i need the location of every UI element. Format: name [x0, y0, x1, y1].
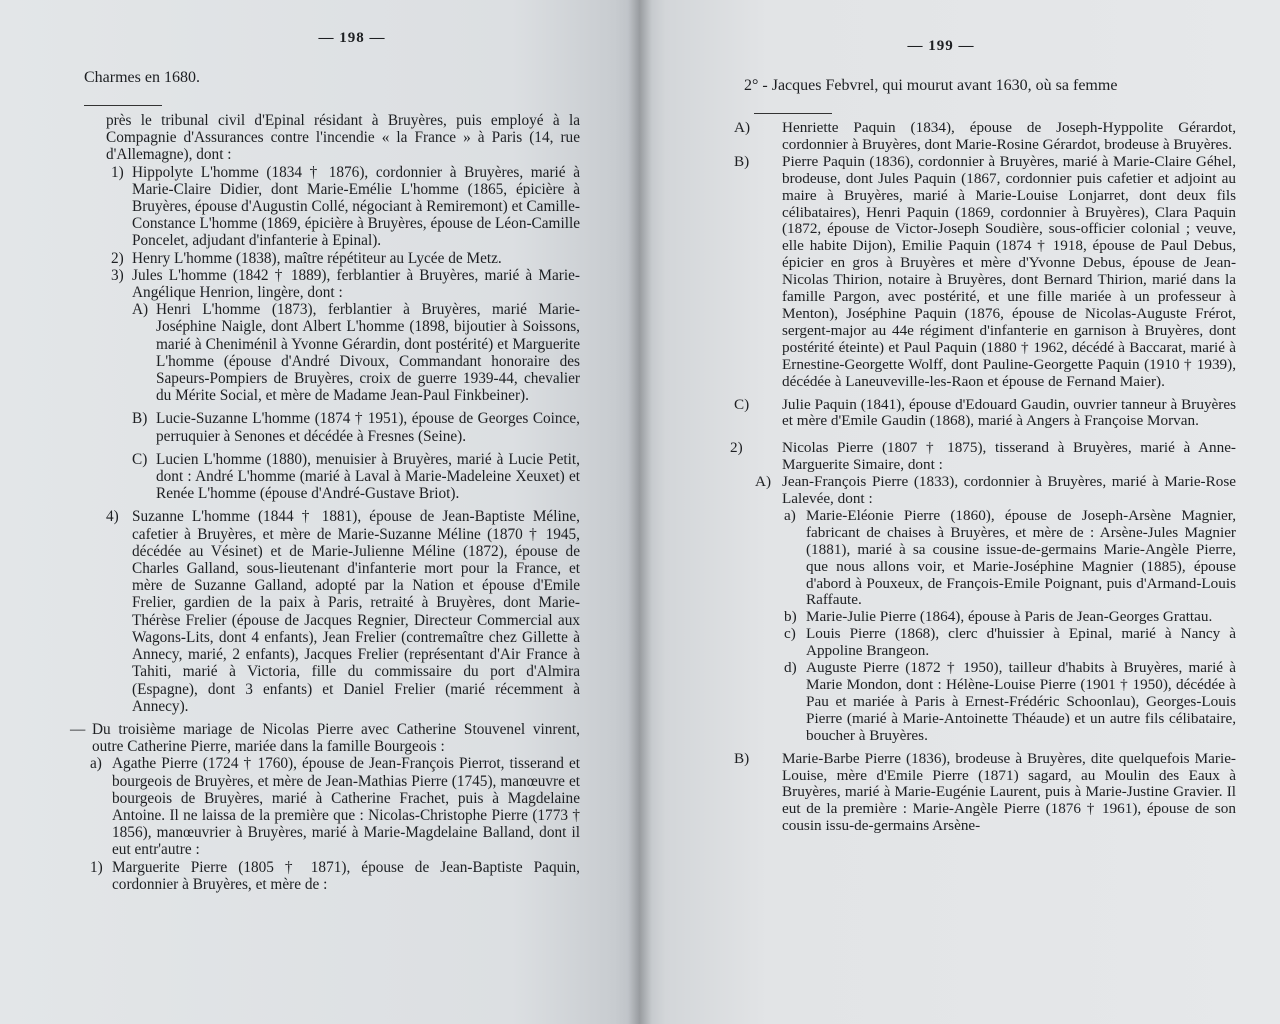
item-label: 4): [106, 508, 119, 526]
list-item: [84, 410, 580, 444]
item-label: A): [132, 301, 149, 319]
item-label: A): [734, 119, 751, 136]
list-item: [734, 152, 1236, 391]
item-label: B): [734, 749, 750, 767]
list-item: [756, 508, 1236, 609]
item-label: C): [132, 450, 148, 468]
item-text: Marie-Julie Pierre (1864), épouse à Paris de Jean-Georges Grattau.: [806, 608, 1213, 626]
item-text: Jean-François Pierre (1833), cordonnier à Bruyères, marié à Marie-Rose Lalevée, dont :: [782, 473, 1236, 508]
list-item: [734, 749, 1236, 836]
page-number: — 198 —: [318, 30, 386, 46]
list-item: [84, 755, 580, 858]
list-item: [84, 859, 580, 893]
item-label: B): [734, 152, 750, 170]
item-text: Suzanne L'homme (1844 † 1881), épouse de Jean-Baptiste Méline, cafetier à Bruyères, et mère de Marie-Suzanne Méline (1870 † 1945, décédée au Vésinet) et de Marie-Julienne Méline (1872), épouse de Charles Galland, sous-lieutenant d'infanterie mort pour la France, et mère de Suzanne Galland, adopté par la Nation et épouse d'Emile Frelier, gardien de la paix à Paris, retraité à Bruyères, dont Marie-Thérèse Frelier (épouse de Jacques Regnier, Directeur Commercial aux Wagons-Lits, dont 4 enfants), Jean Frelier (contremaître chez Gillette à Annecy, marié, 2 enfants), Jacques Frelier (représentant d'Air France à Tahiti, marié à Victoria, fille du commissaire du port d'Almira (Espagne), dont 3 enfants) et Daniel Frelier (marié récemment à Annecy).: [132, 508, 580, 715]
item-text: Lucien L'homme (1880), menuisier à Bruyères, marié à Lucie Petit, dont : André L'homme (marié à Laval à Marie-Madeleine Xeuxet) et Renée L'homme (épouse d'André-Gustave Briot).: [156, 450, 580, 503]
item-label: 3): [111, 266, 124, 284]
list-item: [84, 267, 580, 301]
list-item: [84, 164, 580, 250]
item-text: Marguerite Pierre (1805 † 1871), épouse de Jean-Baptiste Paquin, cordonnier à Bruyères, et mère de :: [112, 858, 580, 893]
footnote-rule: [754, 113, 832, 114]
list-item: [84, 250, 580, 267]
list-item: [756, 474, 1236, 508]
item-label: d): [784, 659, 797, 677]
list-item: [756, 660, 1236, 745]
item-text: Lucie-Suzanne L'homme (1874 † 1951), épouse de Georges Coince, perruquier à Senones et décédée à Fresnes (Seine).: [156, 410, 580, 445]
list-item: [84, 508, 580, 714]
item-label: a): [90, 755, 102, 773]
item-text: Marie-Barbe Pierre (1836), brodeuse à Bruyères, dite quelquefois Marie-Louise, mère d'Emile Pierre (1871) sagard, au Moulin des Eaux à Bruyères, marié à Marie-Eugénie Laurent, puis à Marie-Justine Gravier. Il eut de la première : Marie-Angèle Pierre (1876 † 1961), épouse de son cousin issu-de-germains Arsène-: [782, 749, 1236, 835]
item-text: Jules L'homme (1842 † 1889), ferblantier à Bruyères, marié à Marie-Angélique Henrion, lingère, dont :: [132, 266, 580, 302]
item-text: Pierre Paquin (1836), cordonnier à Bruyères, marié à Marie-Claire Géhel, brodeuse, dont Jules Paquin (1867, cordonnier puis cafetier et adjoint au maire à Bruyères, marié à Marie-Louise Lonjarret, dont deux fils célibataires), Henri Paquin (1869, cordonnier à Bruyères), Clara Paquin (1872, épouse de Victor-Joseph Soudière, sous-officier colonial ; veuve, elle habite Dijon), Emilie Paquin (1874 † 1918, épouse de Paul Debus, épicier en gros à Bruyères et mère d'Yvonne Debus, épouse de Jean-Nicolas Thirion, notaire à Bruyères, dont Bernard Thirion, marié dans la famille Pargon, avec postérité, et une fille mariée à un professeur à Menton), Joséphine Paquin (1876, épouse de Nicolas-Auguste Frérot, sergent-major au 44e régiment d'infanterie en garnison à Bruyères, dont postérité éteinte) et Paul Paquin (1880 † 1962, décédé à Baccarat, marié à Ernestine-Georgette Wolff, dont Pauline-Georgette Paquin (1910 † 1939), décédée à Laneuveville-les-Raon et épouse de Fernand Maier).: [782, 152, 1236, 390]
item-label: c): [784, 625, 796, 643]
item-text: Nicolas Pierre (1807 † 1875), tisserand à Bruyères, marié à Anne-Marguerite Simaire, dont :: [782, 439, 1236, 474]
item-label: C): [734, 395, 750, 413]
item-text: Henriette Paquin (1834), épouse de Joseph-Hyppolite Gérardot, cordonnier à Bruyères, dont Marie-Rosine Gérardot, brodeuse à Bruyères.: [782, 119, 1236, 153]
item-text: Louis Pierre (1868), clerc d'huissier à Epinal, marié à Nancy à Appoline Brangeon.: [806, 625, 1236, 660]
footnote-rule: [84, 105, 162, 106]
item-text: Auguste Pierre (1872 † 1950), tailleur d'habits à Bruyères, marié à Marie Mondon, dont : Hélène-Louise Pierre (1901 † 1950), décédée à Pau et mariée à Paris à Ernest-Frédéric Schoonlau), Georges-Louis Pierre (marié à Marie-Antoinette Théaude) et un autre fils célibataire, boucher à Bruyères.: [806, 659, 1236, 744]
list-item: [756, 626, 1236, 660]
item-label: 2): [111, 249, 124, 267]
list-item: [84, 451, 580, 503]
book-gutter-shadow: [628, 0, 652, 1024]
main-text-fragment: Charmes en 1680.: [84, 69, 200, 86]
item-label: —: [70, 720, 86, 738]
item-label: 1): [90, 858, 103, 876]
main-text-fragment: 2° - Jacques Febvrel, qui mourut avant 1630, où sa femme: [744, 77, 1118, 94]
item-text: Du troisième mariage de Nicolas Pierre avec Catherine Stouvenel vinrent, outre Catherine Pierre, mariée dans la famille Bourgeois :: [92, 720, 580, 756]
item-label: B): [132, 410, 148, 428]
item-text: Henri L'homme (1873), ferblantier à Bruyères, marié Marie-Joséphine Naigle, dont Albert L'homme (1898, bijoutier à Soissons, marié à Cheniménil à Yvonne Gérardin, dont postérité) et Marguerite L'homme (épouse d'André Divoux, Commandant honoraire des Sapeurs-Pompiers de Bruyères, croix de guerre 1939-44, chevalier du Mérite Social, et mère de Madame Jean-Paul Finkbeiner).: [156, 301, 580, 405]
item-text: Marie-Eléonie Pierre (1860), épouse de Joseph-Arsène Magnier, fabricant de chaises à Bruyères, et mère de : Arsène-Jules Magnier (1881), marié à sa cousine issue-de-germains Marie-Angèle Pierre, que nous allons voir, et Marie-Joséphine Magnier (1885), épouse d'abord à Pouxeux, de François-Emile Poignant, puis d'Armand-Louis Raffaute.: [806, 506, 1236, 609]
page-number: — 199 —: [907, 38, 975, 54]
item-text: Hippolyte L'homme (1834 † 1876), cordonnier à Bruyères, marié à Marie-Claire Didier, dont Marie-Emélie L'homme (1865, épicière à Bruyères, épouse d'Augustin Collé, négociant à Remiremont) et Camille-Constance L'homme (1869, épicière à Bruyères, épouse de Léon-Camille Poncelet, adjudant d'infanterie à Epinal).: [132, 163, 580, 250]
right-page: [640, 0, 1280, 1024]
list-item: [730, 439, 1236, 474]
item-label: 1): [111, 163, 124, 181]
item-label: b): [784, 608, 797, 626]
item-label: A): [755, 473, 772, 491]
footnote-intro: près le tribunal civil d'Epinal résidant à Bruyères, puis employé à la Compagnie d'Assurances contre l'incendie « la France » à Paris (14, rue d'Allemagne), dont :: [106, 112, 580, 164]
item-label: 2): [730, 439, 743, 457]
item-text: Julie Paquin (1841), épouse d'Edouard Gaudin, ouvrier tanneur à Bruyères et mère d'Emile Gaudin (1868), marié à Angers à Françoise Morvan.: [782, 395, 1236, 430]
item-text: Agathe Pierre (1724 † 1760), épouse de Jean-François Pierrot, tisserand et bourgeois de Bruyères, et mère de Jean-Mathias Pierre (1745), manœuvre et bourgeois de Bruyères, marié à Catherine Frachet, puis à Magdelaine Antoine. Il ne laissa de la première que : Nicolas-Christophe Pierre (1773 † 1856), manœuvrier à Bruyères, marié à Marie-Magdelaine Balland, dont il eut entr'autre :: [112, 755, 580, 859]
list-item: [734, 119, 1236, 154]
item-text: Henry L'homme (1838), maître répétiteur au Lycée de Metz.: [132, 249, 502, 267]
list-item: [756, 609, 1236, 626]
list-item: [84, 301, 580, 404]
item-label: a): [784, 506, 796, 524]
list-item: [734, 395, 1236, 431]
list-item: [70, 720, 580, 756]
